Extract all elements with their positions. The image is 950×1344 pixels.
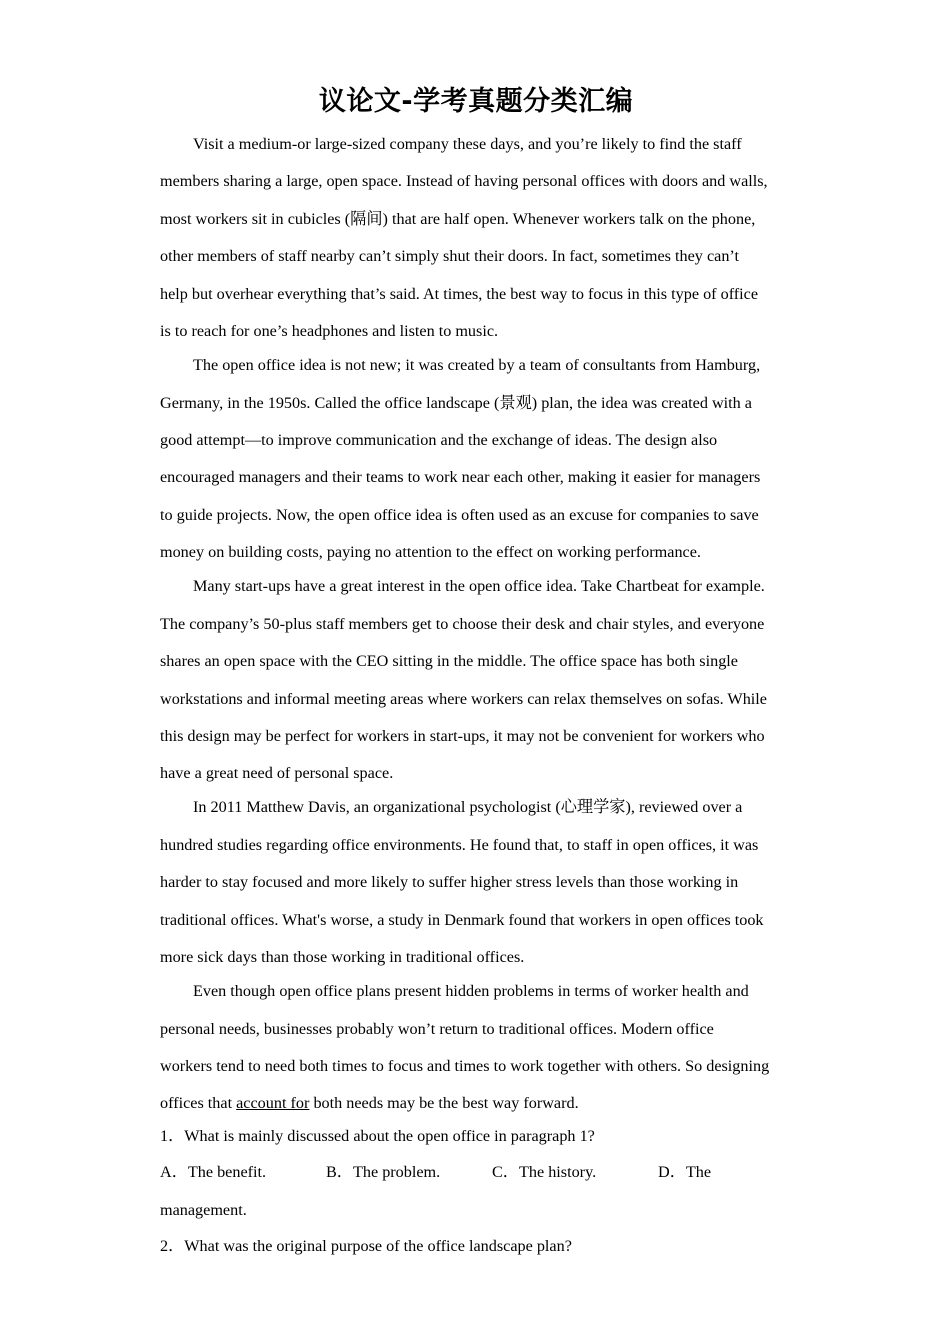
text-line: traditional offices. What's worse, a study in Denmark found that workers in open offices took [160,910,764,929]
text-line: Many start-ups have a great interest in the open office idea. Take Chartbeat for example. [193,577,765,596]
paragraph-4 [160,789,792,976]
text-line: most workers sit in cubicles (隔间) that are half open. Whenever workers talk on the phone, [160,209,756,228]
paragraph-1 [160,126,792,350]
text-line-last [127,1085,792,1122]
text-segment: offices that [160,1094,237,1113]
option-a: A．The benefit. [160,1163,267,1182]
option-d: D．The [658,1163,712,1182]
underlined-phrase: account for [236,1094,310,1113]
text-line: harder to stay focused and more likely to suffer higher stress levels than those working in [160,873,739,892]
paragraph-2 [160,347,792,571]
text-line: The company’s 50-plus staff members get to choose their desk and chair styles, and everyone [160,614,765,633]
text-line: The open office idea is not new; it was created by a team of consultants from Hamburg, [193,356,761,375]
text-line: this design may be perfect for workers in start-ups, it may not be convenient for workers who [160,726,765,745]
paragraph-5 [160,973,792,1123]
paragraph-3 [160,568,792,792]
text-line: encouraged managers and their teams to work near each other, making it easier for managers [160,468,761,487]
text-line: members sharing a large, open space. Instead of having personal offices with doors and walls, [160,172,768,191]
text-line: money on building costs, paying no attention to the effect on working performance. [160,543,701,562]
text-line: Even though open office plans present hidden problems in terms of worker health and [193,982,749,1001]
document-body [160,82,792,1264]
document-title: 议论文-学考真题分类汇编 [318,86,634,117]
text-line: help but overhear everything that’s said. At times, the best way to focus in this type of office [160,284,759,303]
question-2-stem: 2．What was the original purpose of the office landscape plan? [160,1237,572,1256]
text-segment: both needs may be the best way forward. [309,1094,579,1113]
question-1-options [160,1154,792,1191]
text-line: is to reach for one’s headphones and listen to music. [160,322,499,341]
text-line: to guide projects. Now, the open office idea is often used as an excuse for companies to save [160,505,759,524]
text-line: good attempt—to improve communication and the exchange of ideas. The design also [160,430,718,449]
text-line: more sick days than those working in traditional offices. [160,948,525,967]
text-line: hundred studies regarding office environments. He found that, to staff in open offices, it was [160,835,759,854]
text-line: other members of staff nearby can’t simply shut their doors. In fact, sometimes they can’t [160,247,740,266]
text-line: workstations and informal meeting areas where workers can relax themselves on sofas. While [160,689,767,708]
option-b: B．The problem. [326,1163,441,1182]
text-line: workers tend to need both times to focus and times to work together with others. So designing [160,1056,770,1075]
text-line: Germany, in the 1950s. Called the office landscape (景观) plan, the idea was created with a [160,393,752,412]
text-line: shares an open space with the CEO sitting in the middle. The office space has both single [160,652,738,671]
option-d-continuation: management. [160,1200,247,1219]
text-line: personal needs, businesses probably won’t return to traditional offices. Modern office [160,1019,714,1038]
text-line: Visit a medium-or large-sized company these days, and you’re likely to find the staff [193,135,742,153]
text-line: have a great need of personal space. [160,764,394,783]
text-line: In 2011 Matthew Davis, an organizational psychologist (心理学家), reviewed over a [193,798,743,817]
option-c: C．The history. [492,1163,597,1182]
question-1-stem: 1．What is mainly discussed about the open office in paragraph 1? [160,1127,595,1146]
